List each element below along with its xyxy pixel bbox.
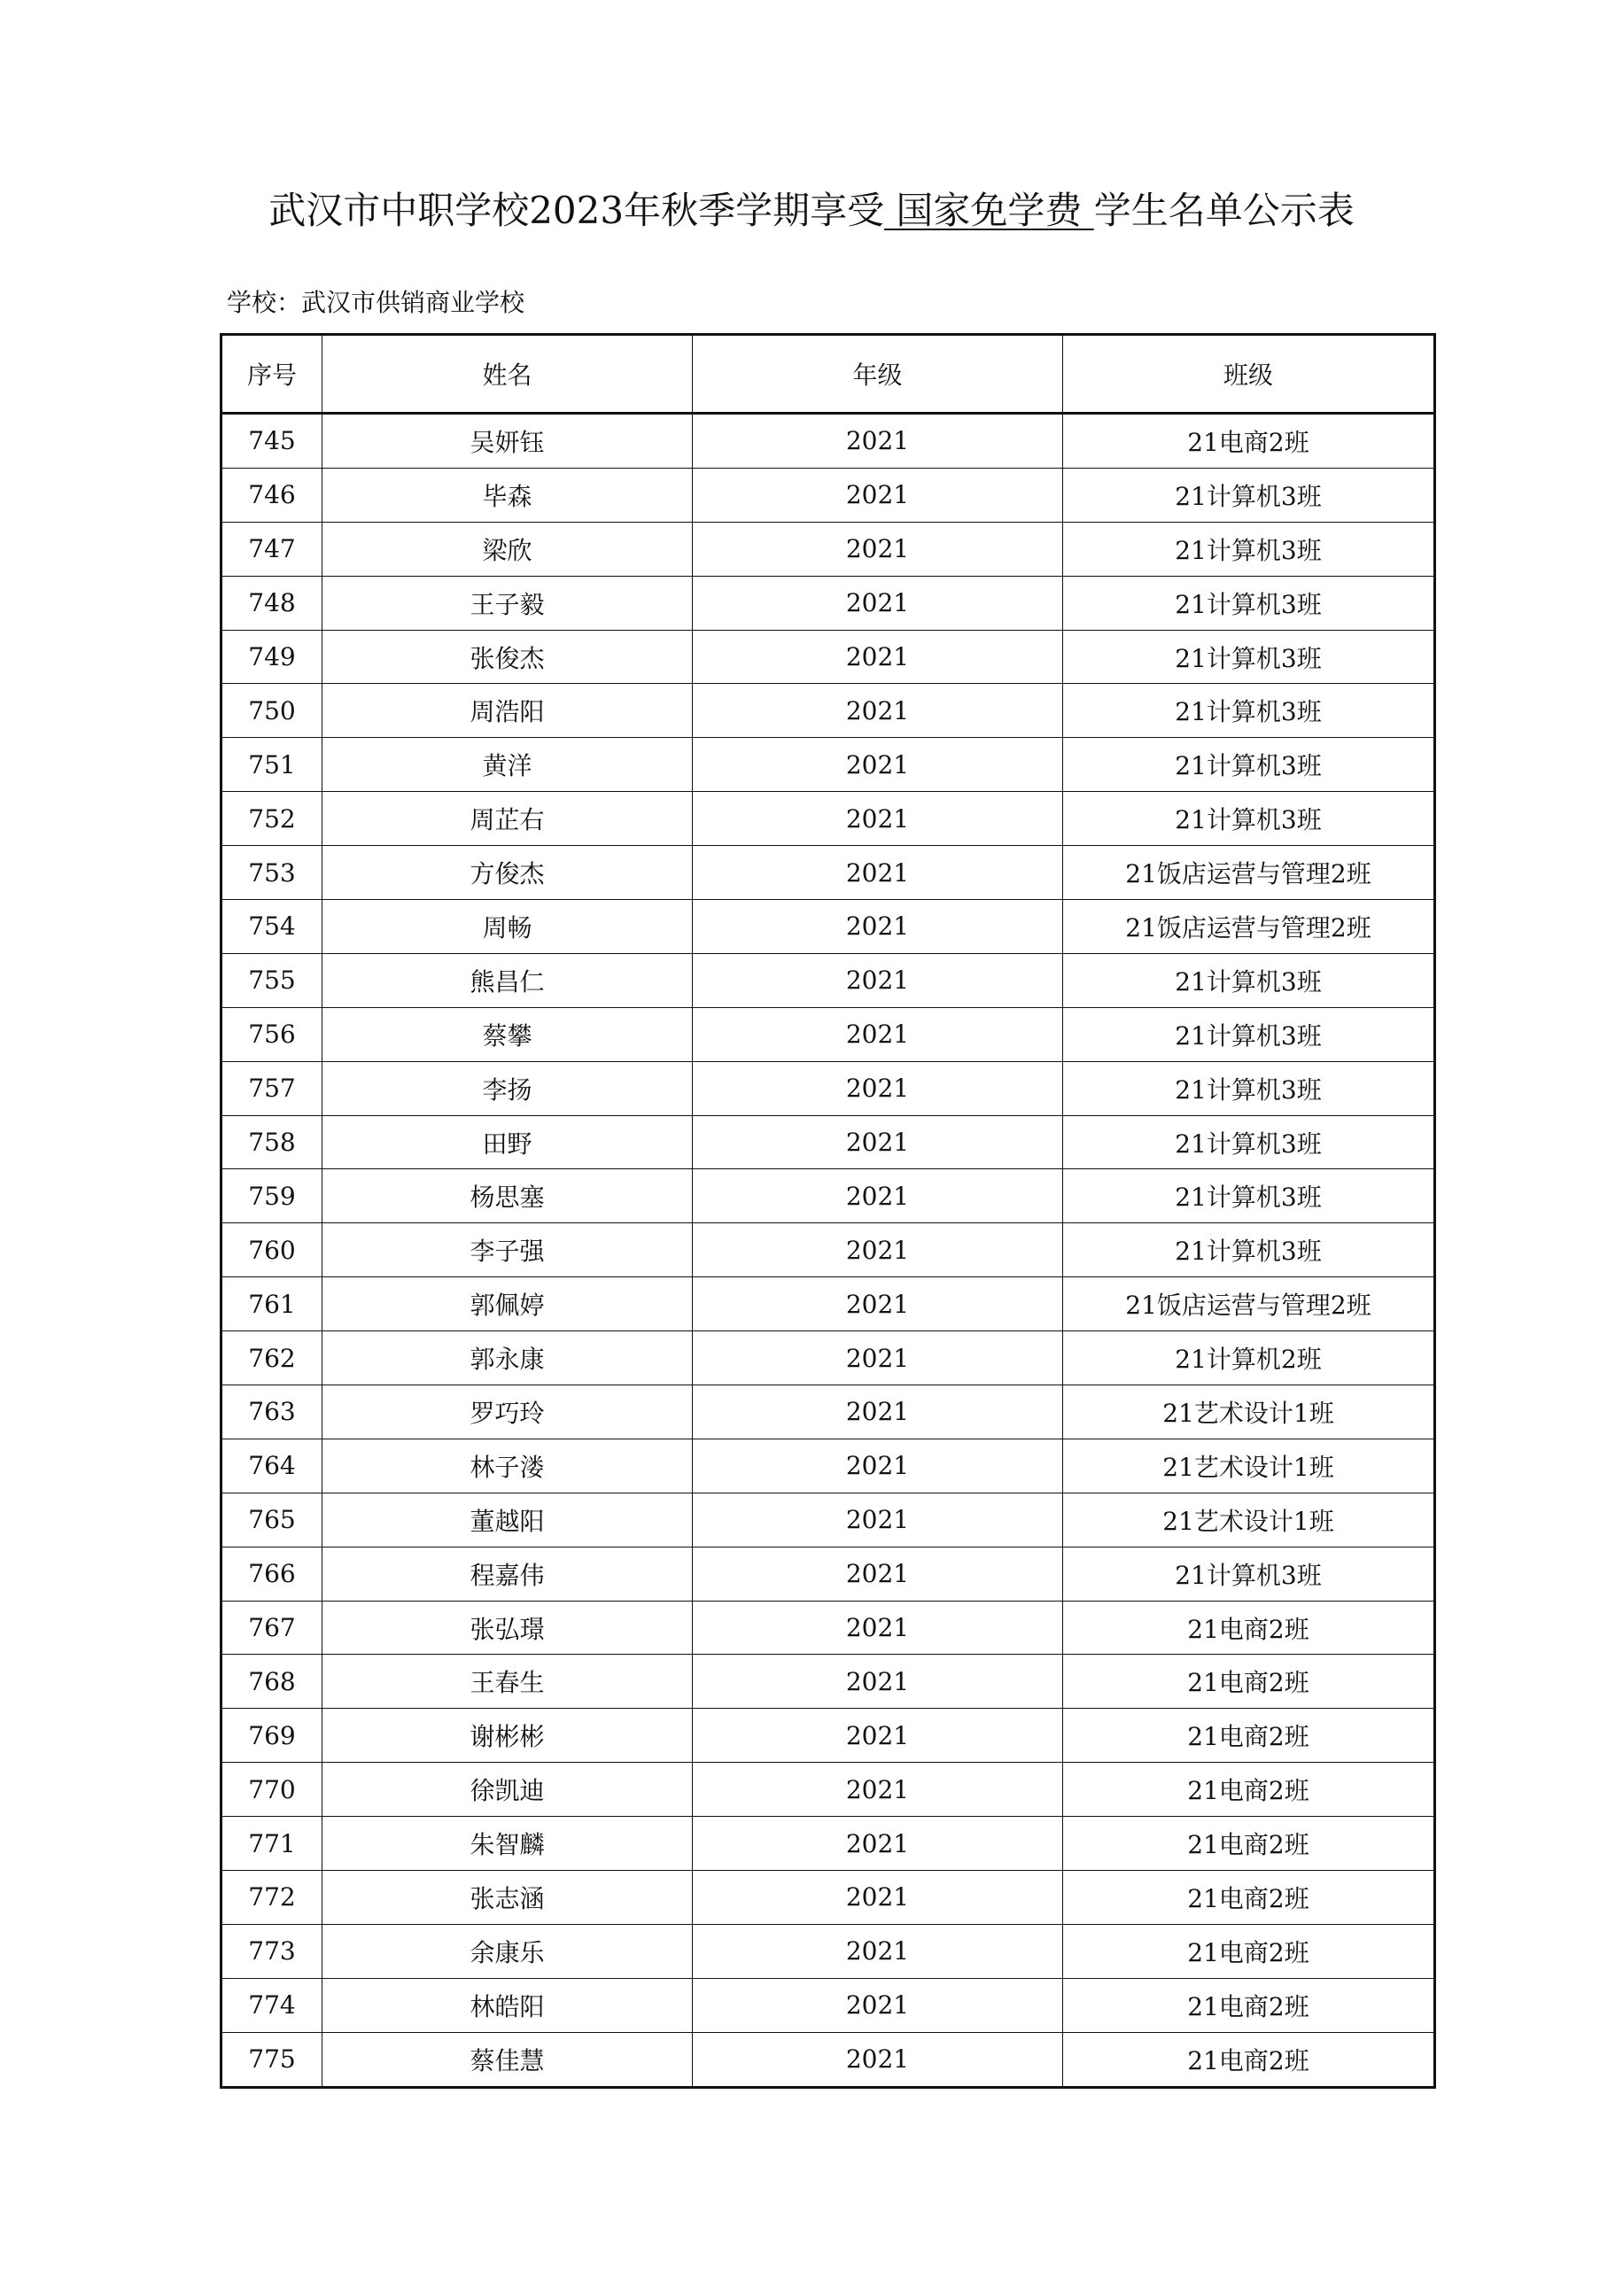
cell-serial-number: 773 — [221, 1924, 322, 1978]
cell-serial-number: 745 — [221, 414, 322, 469]
cell-class-name: 21计算机3班 — [1063, 576, 1435, 630]
cell-student-name: 蔡佳慧 — [322, 2032, 693, 2087]
cell-serial-number: 769 — [221, 1709, 322, 1763]
cell-grade: 2021 — [693, 2032, 1063, 2087]
table-row — [221, 2032, 1435, 2087]
cell-student-name: 林子溇 — [322, 1439, 693, 1493]
cell-student-name: 林皓阳 — [322, 1978, 693, 2032]
cell-class-name: 21电商2班 — [1063, 414, 1435, 469]
table-row — [221, 792, 1435, 846]
table-row — [221, 1924, 1435, 1978]
cell-class-name: 21计算机3班 — [1063, 1007, 1435, 1061]
cell-student-name: 田野 — [322, 1115, 693, 1169]
cell-grade: 2021 — [693, 1763, 1063, 1817]
cell-serial-number: 746 — [221, 468, 322, 522]
cell-student-name: 罗巧玲 — [322, 1385, 693, 1439]
student-roster-table — [220, 333, 1436, 2089]
school-label: 学校： — [227, 288, 302, 317]
cell-class-name: 21艺术设计1班 — [1063, 1385, 1435, 1439]
table-row — [221, 1493, 1435, 1547]
cell-class-name: 21计算机3班 — [1063, 1169, 1435, 1223]
cell-serial-number: 760 — [221, 1223, 322, 1277]
cell-serial-number: 749 — [221, 630, 322, 684]
cell-class-name: 21电商2班 — [1063, 1601, 1435, 1655]
cell-student-name: 熊昌仁 — [322, 953, 693, 1007]
cell-serial-number: 757 — [221, 1061, 322, 1115]
cell-student-name: 徐凯迪 — [322, 1763, 693, 1817]
cell-class-name: 21计算机3班 — [1063, 468, 1435, 522]
header-class: 班级 — [1063, 335, 1435, 414]
cell-grade: 2021 — [693, 684, 1063, 738]
cell-student-name: 方俊杰 — [322, 846, 693, 900]
table-row — [221, 1331, 1435, 1385]
cell-serial-number: 774 — [221, 1978, 322, 2032]
cell-serial-number: 752 — [221, 792, 322, 846]
table-row — [221, 1978, 1435, 2032]
cell-student-name: 王春生 — [322, 1655, 693, 1709]
cell-student-name: 李子强 — [322, 1223, 693, 1277]
table-row — [221, 738, 1435, 792]
table-row — [221, 684, 1435, 738]
cell-student-name: 谢彬彬 — [322, 1709, 693, 1763]
header-grade: 年级 — [693, 335, 1063, 414]
cell-serial-number: 770 — [221, 1763, 322, 1817]
cell-student-name: 余康乐 — [322, 1924, 693, 1978]
cell-serial-number: 768 — [221, 1655, 322, 1709]
title-prefix: 武汉市中职学校2023年秋季学期享受 — [268, 189, 885, 232]
table-row — [221, 1655, 1435, 1709]
cell-student-name: 程嘉伟 — [322, 1547, 693, 1601]
cell-class-name: 21电商2班 — [1063, 1655, 1435, 1709]
cell-grade: 2021 — [693, 1385, 1063, 1439]
cell-class-name: 21艺术设计1班 — [1063, 1439, 1435, 1493]
cell-serial-number: 762 — [221, 1331, 322, 1385]
header-row — [221, 335, 1435, 414]
cell-student-name: 蔡攀 — [322, 1007, 693, 1061]
cell-class-name: 21计算机3班 — [1063, 738, 1435, 792]
table-row — [221, 1169, 1435, 1223]
table-row — [221, 1439, 1435, 1493]
cell-class-name: 21计算机3班 — [1063, 1547, 1435, 1601]
cell-class-name: 21电商2班 — [1063, 1763, 1435, 1817]
cell-serial-number: 753 — [221, 846, 322, 900]
cell-student-name: 郭佩婷 — [322, 1277, 693, 1331]
cell-grade: 2021 — [693, 1169, 1063, 1223]
cell-student-name: 张弘璟 — [322, 1601, 693, 1655]
cell-class-name: 21电商2班 — [1063, 1709, 1435, 1763]
cell-student-name: 李扬 — [322, 1061, 693, 1115]
table-row — [221, 1061, 1435, 1115]
cell-class-name: 21计算机3班 — [1063, 1223, 1435, 1277]
cell-grade: 2021 — [693, 1601, 1063, 1655]
table-row — [221, 900, 1435, 954]
cell-student-name: 梁欣 — [322, 522, 693, 576]
cell-grade: 2021 — [693, 738, 1063, 792]
cell-class-name: 21艺术设计1班 — [1063, 1493, 1435, 1547]
cell-grade: 2021 — [693, 1978, 1063, 2032]
table-body — [221, 414, 1435, 2088]
table-header — [221, 335, 1435, 414]
table-row — [221, 1007, 1435, 1061]
cell-serial-number: 755 — [221, 953, 322, 1007]
cell-grade: 2021 — [693, 1655, 1063, 1709]
cell-serial-number: 748 — [221, 576, 322, 630]
table-row — [221, 1115, 1435, 1169]
cell-class-name: 21计算机3班 — [1063, 522, 1435, 576]
table-row — [221, 953, 1435, 1007]
cell-grade: 2021 — [693, 1547, 1063, 1601]
cell-class-name: 21计算机3班 — [1063, 1115, 1435, 1169]
cell-class-name: 21电商2班 — [1063, 2032, 1435, 2087]
cell-serial-number: 772 — [221, 1871, 322, 1925]
cell-serial-number: 763 — [221, 1385, 322, 1439]
table-row — [221, 1709, 1435, 1763]
table-row — [221, 414, 1435, 469]
cell-serial-number: 751 — [221, 738, 322, 792]
cell-class-name: 21电商2班 — [1063, 1978, 1435, 2032]
cell-student-name: 郭永康 — [322, 1331, 693, 1385]
title-suffix: 学生名单公示表 — [1093, 189, 1355, 232]
cell-student-name: 周畅 — [322, 900, 693, 954]
cell-student-name: 张俊杰 — [322, 630, 693, 684]
cell-serial-number: 758 — [221, 1115, 322, 1169]
cell-class-name: 21电商2班 — [1063, 1871, 1435, 1925]
cell-class-name: 21饭店运营与管理2班 — [1063, 1277, 1435, 1331]
cell-grade: 2021 — [693, 1331, 1063, 1385]
cell-grade: 2021 — [693, 900, 1063, 954]
cell-grade: 2021 — [693, 1817, 1063, 1871]
cell-grade: 2021 — [693, 1061, 1063, 1115]
cell-class-name: 21计算机3班 — [1063, 953, 1435, 1007]
cell-class-name: 21计算机2班 — [1063, 1331, 1435, 1385]
cell-student-name: 黄洋 — [322, 738, 693, 792]
table-row — [221, 1871, 1435, 1925]
cell-student-name: 王子毅 — [322, 576, 693, 630]
table-row — [221, 846, 1435, 900]
table-row — [221, 1385, 1435, 1439]
table-row — [221, 1547, 1435, 1601]
cell-class-name: 21计算机3班 — [1063, 792, 1435, 846]
cell-class-name: 21电商2班 — [1063, 1924, 1435, 1978]
cell-grade: 2021 — [693, 1223, 1063, 1277]
table-row — [221, 468, 1435, 522]
cell-student-name: 杨思塞 — [322, 1169, 693, 1223]
cell-grade: 2021 — [693, 468, 1063, 522]
cell-class-name: 21计算机3班 — [1063, 684, 1435, 738]
cell-student-name: 周浩阳 — [322, 684, 693, 738]
cell-student-name: 朱智麟 — [322, 1817, 693, 1871]
cell-serial-number: 771 — [221, 1817, 322, 1871]
cell-grade: 2021 — [693, 576, 1063, 630]
cell-grade: 2021 — [693, 1493, 1063, 1547]
cell-serial-number: 759 — [221, 1169, 322, 1223]
cell-grade: 2021 — [693, 846, 1063, 900]
table-row — [221, 1223, 1435, 1277]
table-row — [221, 1601, 1435, 1655]
cell-serial-number: 775 — [221, 2032, 322, 2087]
cell-class-name: 21计算机3班 — [1063, 630, 1435, 684]
cell-student-name: 吴妍钰 — [322, 414, 693, 469]
page-title — [0, 184, 1623, 237]
table-row — [221, 522, 1435, 576]
cell-grade: 2021 — [693, 1871, 1063, 1925]
cell-class-name: 21电商2班 — [1063, 1817, 1435, 1871]
cell-grade: 2021 — [693, 792, 1063, 846]
cell-class-name: 21计算机3班 — [1063, 1061, 1435, 1115]
cell-serial-number: 766 — [221, 1547, 322, 1601]
cell-serial-number: 764 — [221, 1439, 322, 1493]
cell-serial-number: 747 — [221, 522, 322, 576]
cell-class-name: 21饭店运营与管理2班 — [1063, 846, 1435, 900]
cell-serial-number: 756 — [221, 1007, 322, 1061]
cell-serial-number: 761 — [221, 1277, 322, 1331]
cell-serial-number: 754 — [221, 900, 322, 954]
cell-grade: 2021 — [693, 953, 1063, 1007]
cell-grade: 2021 — [693, 414, 1063, 469]
school-name: 武汉市供销商业学校 — [301, 288, 525, 317]
cell-serial-number: 765 — [221, 1493, 322, 1547]
cell-class-name: 21饭店运营与管理2班 — [1063, 900, 1435, 954]
title-subsidy-type: 国家免学费 — [884, 189, 1094, 232]
cell-student-name: 张志涵 — [322, 1871, 693, 1925]
header-serial-number: 序号 — [221, 335, 322, 414]
cell-grade: 2021 — [693, 1709, 1063, 1763]
table-row — [221, 630, 1435, 684]
cell-grade: 2021 — [693, 630, 1063, 684]
cell-student-name: 毕森 — [322, 468, 693, 522]
table-row — [221, 1817, 1435, 1871]
cell-student-name: 周芷右 — [322, 792, 693, 846]
cell-grade: 2021 — [693, 1924, 1063, 1978]
cell-grade: 2021 — [693, 1115, 1063, 1169]
table-row — [221, 1763, 1435, 1817]
cell-grade: 2021 — [693, 1439, 1063, 1493]
school-line — [227, 285, 524, 321]
cell-student-name: 董越阳 — [322, 1493, 693, 1547]
cell-grade: 2021 — [693, 522, 1063, 576]
header-name: 姓名 — [322, 335, 693, 414]
cell-grade: 2021 — [693, 1007, 1063, 1061]
table-row — [221, 576, 1435, 630]
cell-grade: 2021 — [693, 1277, 1063, 1331]
table-row — [221, 1277, 1435, 1331]
cell-serial-number: 767 — [221, 1601, 322, 1655]
cell-serial-number: 750 — [221, 684, 322, 738]
